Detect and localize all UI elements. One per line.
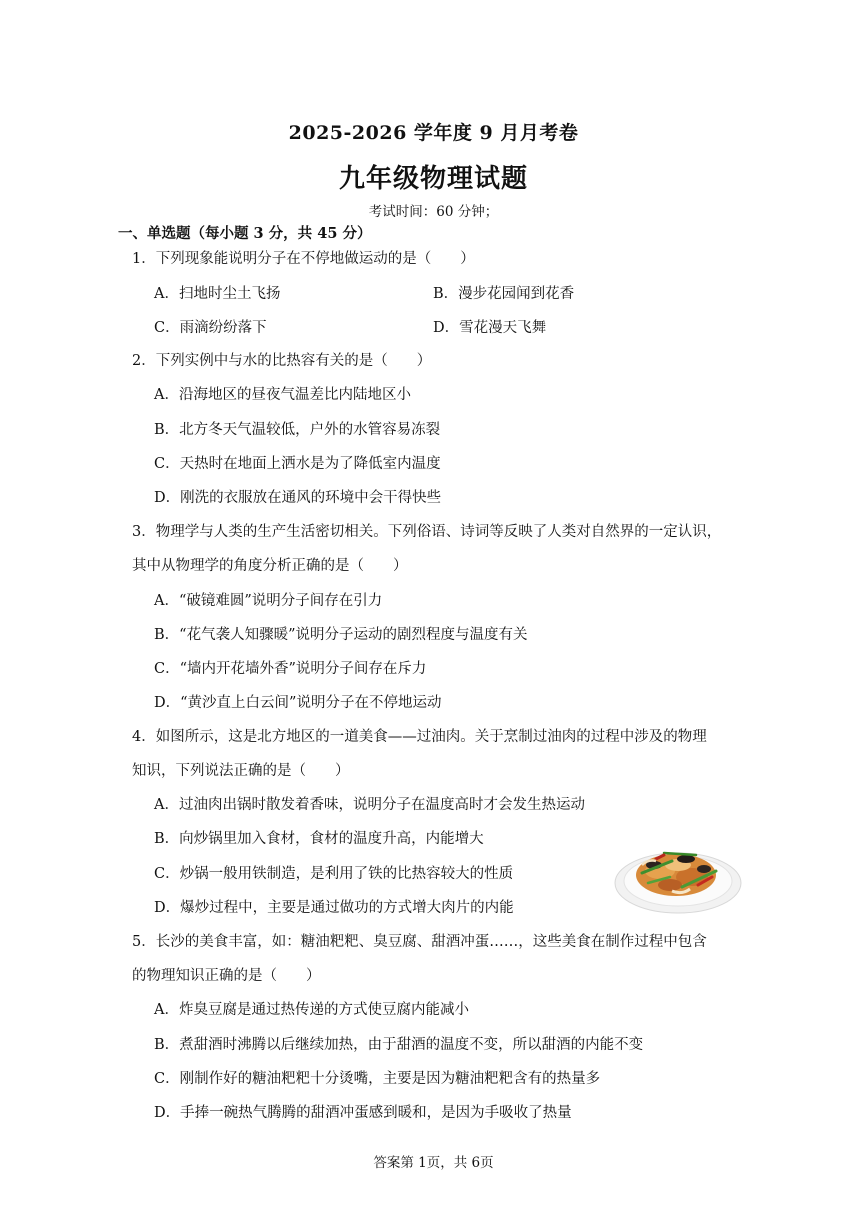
question-3-stem: 3．物理学与人类的生产生活密切相关。下列俗语、诗词等反映了人类对自然界的一定认识，: [132, 524, 722, 540]
question-3-stem-cont: 其中从物理学的角度分析正确的是（ ）: [132, 558, 408, 574]
food-dish-image: [612, 825, 744, 919]
question-1-option-d: D．雪花漫天飞舞: [433, 320, 547, 336]
question-1-option-a: A．扫地时尘土飞扬: [154, 286, 281, 302]
question-5-option-d: D．手捧一碗热气腾腾的甜酒冲蛋感到暖和，是因为手吸收了热量: [154, 1105, 572, 1121]
question-2-option-b: B．北方冬天气温较低，户外的水管容易冻裂: [154, 422, 441, 438]
question-4-stem-cont: 知识，下列说法正确的是（ ）: [132, 763, 350, 779]
question-5-stem: 5．长沙的美食丰富，如：糖油粑粑、臭豆腐、甜酒冲蛋……，这些美食在制作过程中包含: [132, 934, 707, 950]
question-3-option-d: D．“黄沙直上白云间”说明分子在不停地运动: [154, 695, 442, 711]
question-3-option-c: C．“墙内开花墙外香”说明分子间存在斥力: [154, 661, 427, 677]
question-4-option-d: D．爆炒过程中，主要是通过做功的方式增大肉片的内能: [154, 900, 514, 916]
question-4-option-c: C．炒锅一般用铁制造，是利用了铁的比热容较大的性质: [154, 866, 514, 882]
question-2-option-c: C．天热时在地面上洒水是为了降低室内温度: [154, 456, 441, 472]
question-3-option-b: B．“花气袭人知骤暖”说明分子运动的剧烈程度与温度有关: [154, 627, 528, 643]
question-4-stem: 4．如图所示，这是北方地区的一道美食——过油肉。关于烹制过油肉的过程中涉及的物理: [132, 729, 707, 745]
question-1-option-c: C．雨滴纷纷落下: [154, 320, 267, 336]
exam-title: 2025-2026 学年度 9 月月考卷: [288, 122, 579, 144]
question-1-stem: 1．下列现象能说明分子在不停地做运动的是（ ）: [132, 251, 475, 267]
question-5-option-b: B．煮甜酒时沸腾以后继续加热，由于甜酒的温度不变，所以甜酒的内能不变: [154, 1037, 644, 1053]
question-1-option-b: B．漫步花园闻到花香: [433, 286, 575, 302]
section-heading: 一、单选题（每小题 3 分，共 45 分）: [118, 225, 372, 242]
question-2-option-a: A．沿海地区的昼夜气温差比内陆地区小: [154, 387, 411, 403]
page-footer: 答案第 1页，共 6页: [373, 1155, 494, 1171]
question-2-stem: 2．下列实例中与水的比热容有关的是（ ）: [132, 353, 432, 369]
question-3-option-a: A．“破镜难圆”说明分子间存在引力: [154, 593, 383, 609]
question-5-stem-cont: 的物理知识正确的是（ ）: [132, 968, 321, 984]
question-4-option-a: A．过油肉出锅时散发着香味，说明分子在温度高时才会发生热运动: [154, 797, 585, 813]
question-4-option-b: B．向炒锅里加入食材，食材的温度升高，内能增大: [154, 831, 484, 847]
question-5-option-a: A．炸臭豆腐是通过热传递的方式使豆腐内能减小: [154, 1002, 469, 1018]
exam-time: 考试时间：60 分钟；: [368, 204, 499, 220]
question-5-option-c: C．刚制作好的糖油粑粑十分烫嘴，主要是因为糖油粑粑含有的热量多: [154, 1071, 601, 1087]
question-2-option-d: D．刚洗的衣服放在通风的环境中会干得快些: [154, 490, 442, 506]
exam-subtitle: 九年级物理试题: [338, 164, 528, 194]
